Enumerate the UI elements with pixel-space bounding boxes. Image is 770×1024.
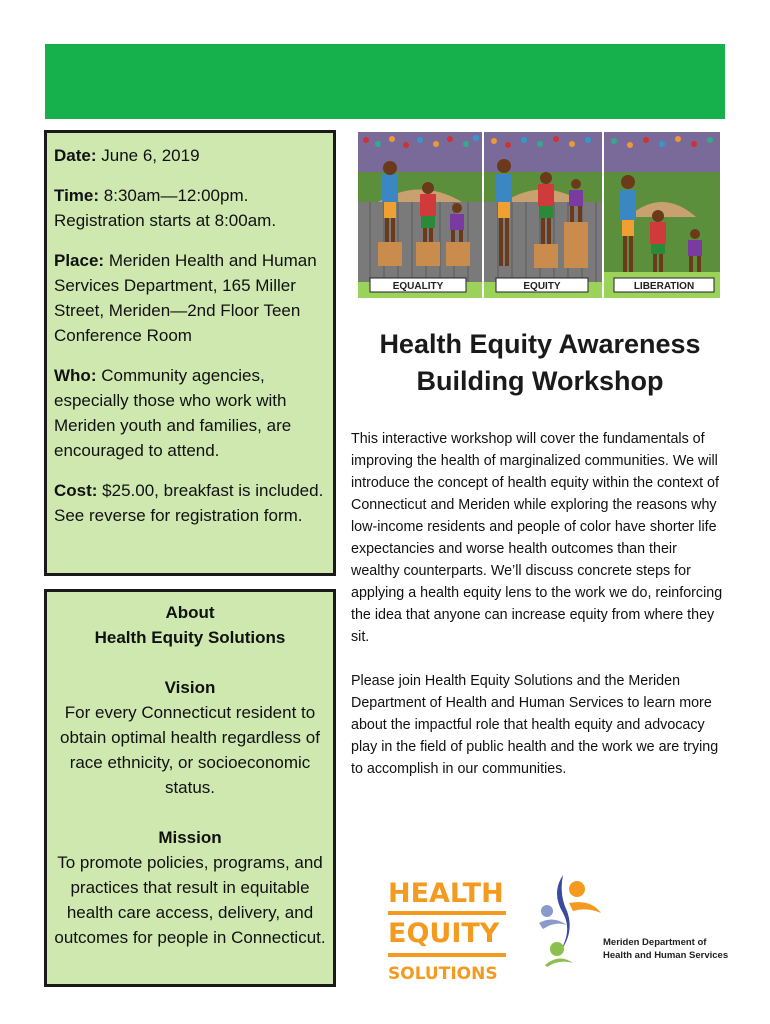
time-line — [54, 183, 326, 233]
about-heading: About — [165, 603, 215, 622]
vision-heading: Vision — [164, 678, 216, 697]
cost-label: Cost: — [54, 481, 98, 500]
logo-word-equity: EQUITY — [388, 918, 500, 949]
cost-value: $25.00, breakfast is included. See reverse for registration form. — [54, 481, 324, 525]
who-line — [54, 363, 326, 463]
mission-heading: Mission — [158, 828, 222, 847]
logo-word-health: HEALTH — [388, 878, 504, 909]
equality-equity-liberation-illustration — [358, 132, 720, 298]
place-line — [54, 248, 326, 348]
liberation-label: LIBERATION — [633, 281, 695, 292]
workshop-description — [351, 428, 726, 802]
place-label: Place: — [54, 251, 105, 270]
meriden-figures-icon — [533, 873, 603, 968]
logo-rule-top — [388, 911, 506, 915]
place-value: Meriden Health and Human Services Department, 165 Miller Street, Meriden—2nd Floor Teen Conference Room — [54, 251, 317, 345]
date-label: Date: — [54, 146, 97, 165]
description-paragraph-2: Please join Health Equity Solutions and the Meriden Department of Health and Human Services to learn more about the impactful role that health equity and advocacy play in the field of public health and the work we are trying to accomplish in our communities. — [351, 673, 719, 777]
about-org-heading: Health Equity Solutions — [94, 628, 286, 647]
date-line — [54, 143, 326, 168]
header-banner — [45, 44, 725, 119]
description-paragraph-1: This interactive workshop will cover the fundamentals of improving the health of marginalized communities. We will introduce the concept of health equity within the context of Connecticut and Meriden while exploring the reasons why low-income residents and people of color have shorter life expectancies and worse health outcomes than their wealthy counterparts. We’ll discuss concrete steps for applying a health equity lens to the work we do, reinforcing the idea that anyone can increase equity from where they sit. — [351, 431, 723, 645]
cost-line — [54, 478, 326, 528]
who-value: Community agencies, especially those who work with Meriden youth and families, are encouraged to attend. — [54, 366, 292, 460]
about-panel — [44, 589, 336, 987]
vision-text: For every Connecticut resident to obtain optimal health regardless of race ethnicity, or socioeconomic status. — [60, 703, 320, 797]
health-equity-solutions-logo — [388, 880, 510, 990]
logo-rule-bottom — [388, 953, 506, 957]
logo-word-solutions: SOLUTIONS — [388, 964, 498, 984]
equality-label: EQUALITY — [392, 281, 444, 292]
time-label: Time: — [54, 186, 100, 205]
meriden-line-1: Meriden Department of — [603, 937, 707, 948]
mission-text: To promote policies, programs, and practices that result in equitable health care access, delivery, and outcomes for people in Connecticut. — [54, 853, 326, 947]
time-value: 8:30am—12:00pm. Registration starts at 8:00am. — [54, 186, 277, 230]
meriden-department-logo — [533, 873, 733, 968]
who-label: Who: — [54, 366, 97, 385]
workshop-title: Health Equity Awareness Building Workshop — [379, 329, 701, 396]
meriden-line-2: Health and Human Services — [603, 950, 729, 961]
event-details-panel — [44, 130, 336, 576]
equity-label: EQUITY — [523, 281, 561, 292]
date-value: June 6, 2019 — [96, 146, 200, 165]
illustration-labels — [370, 278, 714, 292]
